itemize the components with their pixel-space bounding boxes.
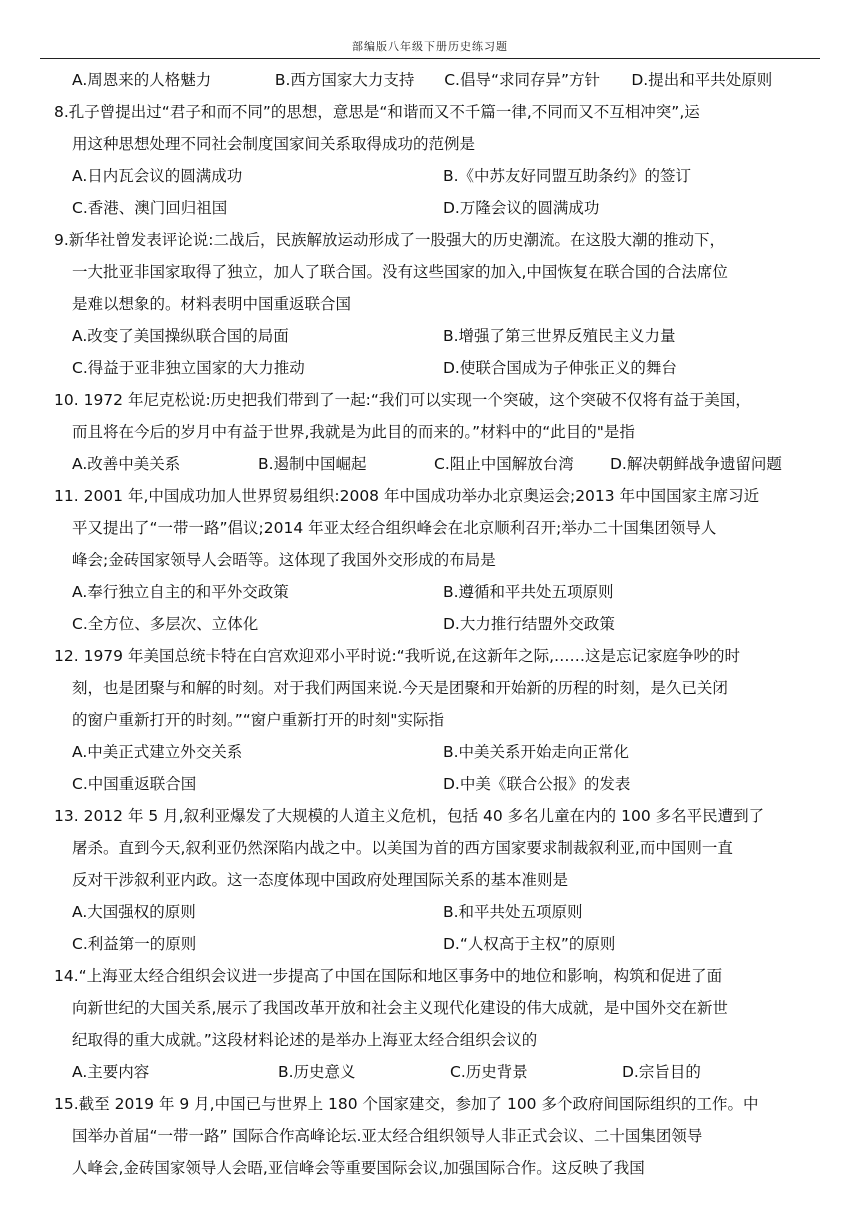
q12-option-a[interactable]: A.中美正式建立外交关系 [72, 743, 243, 761]
q11-options-row-1 [54, 576, 814, 608]
q10-option-d[interactable]: D.解决朝鲜战争遗留问题 [610, 455, 782, 473]
q13-option-a[interactable]: A.大国强权的原则 [72, 903, 196, 921]
q8-stem-line-2: 用这种思想处理不同社会制度国家间关系取得成功的范例是 [72, 135, 476, 153]
q9-option-c[interactable]: C.得益于亚非独立国家的大力推动 [72, 359, 305, 377]
q8-option-c[interactable]: C.香港、澳门回归祖国 [72, 199, 228, 217]
q15-stem-line-2: 国举办首届“一带一路” 国际合作高峰论坛.亚太经合组织领导人非正式会议、二十国集团领导 [72, 1127, 703, 1145]
q14-options [54, 1056, 814, 1088]
q13-option-d[interactable]: D.“人权高于主权”的原则 [443, 935, 616, 953]
q12-stem-line-2: 刻，也是团聚与和解的时刻。对于我们两国来说.今天是团聚和开始新的历程的时刻，是久已关闭 [72, 679, 728, 697]
q9-option-d[interactable]: D.使联合国成为子伸张正义的舞台 [443, 359, 677, 377]
q8-option-b[interactable]: B.《中苏友好同盟互助条约》的签订 [443, 167, 692, 185]
q12-stem-line-3: 的窗户重新打开的时刻。”“窗户重新打开的时刻"实际指 [72, 711, 444, 729]
q7-option-b[interactable]: B.西方国家大力支持 [274, 71, 415, 89]
q13-stem-line-1: 13. 2012 年 5 月,叙利亚爆发了大规模的人道主义危机，包括 40 多名儿童在内的 100 多名平民遭到了 [54, 807, 765, 825]
q14-option-c[interactable]: C.历史背景 [450, 1063, 528, 1081]
q11-option-b[interactable]: B.遵循和平共处五项原则 [443, 583, 614, 601]
q9-option-a[interactable]: A.改变了美国操纵联合国的局面 [72, 327, 289, 345]
q7-option-d[interactable]: D.提出和平共处原则 [631, 71, 773, 89]
q8-option-d[interactable]: D.万隆会议的圆满成功 [443, 199, 600, 217]
q10-option-b[interactable]: B.遏制中国崛起 [258, 455, 367, 473]
q9-option-b[interactable]: B.增强了第三世界反殖民主义力量 [443, 327, 676, 345]
q14-option-a[interactable]: A.主要内容 [72, 1063, 150, 1081]
q9-stem-line-3: 是难以想象的。材料表明中国重返联合国 [72, 295, 352, 313]
q13-option-b[interactable]: B.和平共处五项原则 [443, 903, 583, 921]
q10-option-a[interactable]: A.改善中美关系 [72, 455, 181, 473]
q11-stem-line-1: 11. 2001 年,中国成功加人世界贸易组织:2008 年中国成功举办北京奥运会;2013 年中国国家主席习近 [54, 487, 760, 505]
q7-option-a[interactable]: A.周恩来的人格魅力 [72, 71, 212, 89]
q8-options-row-1 [54, 160, 814, 192]
q9-options-row-1 [54, 320, 814, 352]
q8-stem-line-1: 8.孔子曾提出过“君子和而不同”的思想，意思是“和谐而又不千篇一律,不同而又不互相冲突”,运 [54, 103, 700, 121]
q11-option-c[interactable]: C.全方位、多层次、立体化 [72, 615, 259, 633]
q12-option-c[interactable]: C.中国重返联合国 [72, 775, 197, 793]
q12-option-b[interactable]: B.中美关系开始走向正常化 [443, 743, 630, 761]
q11-options-row-2 [54, 608, 814, 640]
q13-stem-line-3: 反对干涉叙利亚内政。这一态度体现中国政府处理国际关系的基本准则是 [72, 871, 569, 889]
q7-option-c[interactable]: C.倡导“求同存异”方针 [444, 71, 601, 89]
header-divider [40, 58, 820, 59]
q8-option-a[interactable]: A.日内瓦会议的圆满成功 [72, 167, 243, 185]
page-header: 部编版八年级下册历史练习题 [352, 40, 508, 53]
question-sheet [54, 64, 814, 1184]
q10-options [54, 448, 814, 480]
q15-stem-line-1: 15.截至 2019 年 9 月,中国已与世界上 180 个国家建交，参加了 100 多个政府间国际组织的工作。中 [54, 1095, 759, 1113]
q14-option-d[interactable]: D.宗旨目的 [622, 1063, 701, 1081]
q12-option-d[interactable]: D.中美《联合公报》的发表 [443, 775, 631, 793]
q11-option-a[interactable]: A.奉行独立自主的和平外交政策 [72, 583, 289, 601]
q13-stem-line-2: 屠杀。直到今天,叙利亚仍然深陷内战之中。以美国为首的西方国家要求制裁叙利亚,而中国则一直 [72, 839, 733, 857]
q8-options-row-2 [54, 192, 814, 224]
q15-stem-line-3: 人峰会,金砖国家领导人会晤,亚信峰会等重要国际会议,加强国际合作。这反映了我国 [72, 1159, 645, 1177]
q10-stem-line-1: 10. 1972 年尼克松说:历史把我们带到了一起:“我们可以实现一个突破，这个突破不仅将有益于美国， [54, 391, 751, 409]
q7-options [54, 64, 814, 96]
q12-stem-line-1: 12. 1979 年美国总统卡特在白宫欢迎邓小平时说:“我听说,在这新年之际,……这是忘记家庭争吵的时 [54, 647, 741, 665]
q14-option-b[interactable]: B.历史意义 [278, 1063, 356, 1081]
q12-options-row-1 [54, 736, 814, 768]
q12-options-row-2 [54, 768, 814, 800]
q10-option-c[interactable]: C.阻止中国解放台湾 [434, 455, 574, 473]
q10-stem-line-2: 而且将在今后的岁月中有益于世界,我就是为此目的而来的。”材料中的“此目的"是指 [72, 423, 635, 441]
q11-stem-line-3: 峰会;金砖国家领导人会晤等。这体现了我国外交形成的布局是 [72, 551, 496, 569]
q11-stem-line-2: 平又提出了“一带一路”倡议;2014 年亚太经合组织峰会在北京顺利召开;举办二十国集团领导人 [72, 519, 717, 537]
q9-stem-line-1: 9.新华社曾发表评论说:二战后，民族解放运动形成了一股强大的历史潮流。在这股大潮的推动下， [54, 231, 726, 249]
q14-stem-line-2: 向新世纪的大国关系,展示了我国改革开放和社会主义现代化建设的伟大成就，是中国外交在新世 [72, 999, 728, 1017]
q9-options-row-2 [54, 352, 814, 384]
q13-options-row-1 [54, 896, 814, 928]
q11-option-d[interactable]: D.大力推行结盟外交政策 [443, 615, 615, 633]
q13-option-c[interactable]: C.利益第一的原则 [72, 935, 197, 953]
q13-options-row-2 [54, 928, 814, 960]
q9-stem-line-2: 一大批亚非国家取得了独立，加人了联合国。没有这些国家的加入,中国恢复在联合国的合法席位 [72, 263, 728, 281]
q14-stem-line-1: 14.“上海亚太经合组织会议进一步提高了中国在国际和地区事务中的地位和影响，构筑和促进了面 [54, 967, 723, 985]
q14-stem-line-3: 纪取得的重大成就。”这段材料论述的是举办上海亚太经合组织会议的 [72, 1031, 538, 1049]
